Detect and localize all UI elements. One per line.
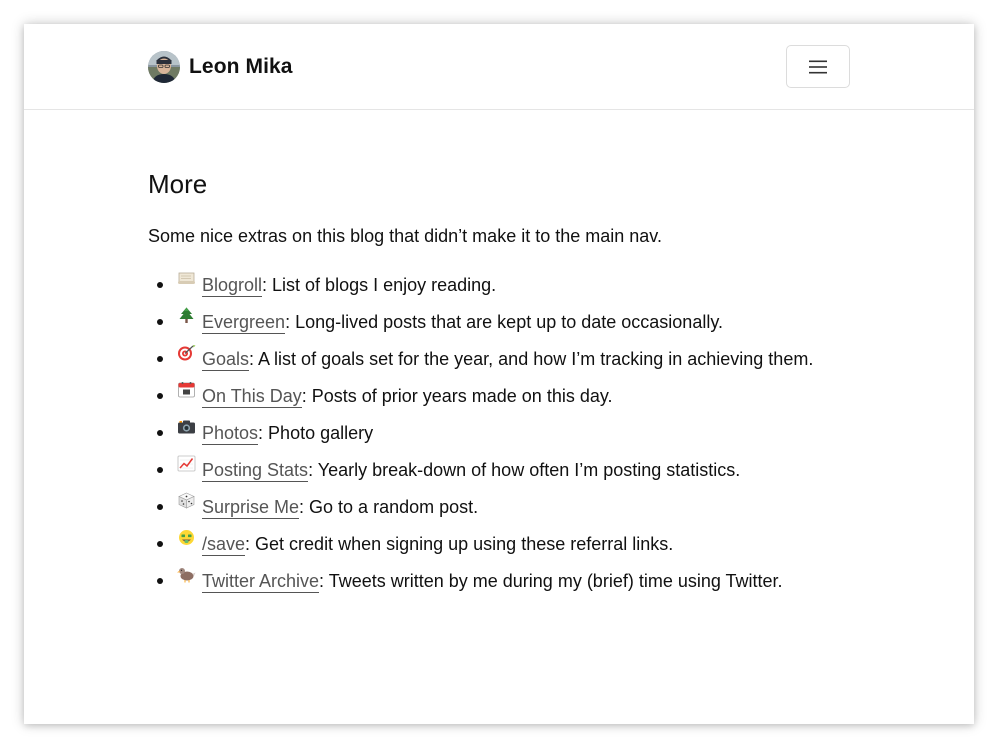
site-header xyxy=(24,24,974,110)
browser-page xyxy=(24,24,974,724)
bullet xyxy=(157,504,163,510)
extras-link-evergreen[interactable]: Evergreen xyxy=(202,312,286,332)
extras-list xyxy=(148,270,868,603)
extras-desc: : Get credit when signing up using these referral links. xyxy=(245,534,674,554)
bullet xyxy=(157,356,163,362)
bullet xyxy=(157,541,163,547)
extras-link-photos[interactable]: Photos xyxy=(202,423,259,443)
extras-link-goals[interactable]: Goals xyxy=(202,349,250,369)
bullet xyxy=(157,578,163,584)
target-icon xyxy=(177,344,196,361)
extras-desc: : Yearly break-down of how often I’m posting statistics. xyxy=(308,460,741,480)
list-item xyxy=(148,381,868,418)
list-item xyxy=(148,270,868,307)
site-brand-link[interactable] xyxy=(148,50,293,84)
dodo-icon xyxy=(177,566,196,583)
extras-desc: : Long-lived posts that are kept up to date occasionally. xyxy=(285,312,723,332)
extras-link-surprise-me[interactable]: Surprise Me xyxy=(202,497,300,517)
bullet xyxy=(157,430,163,436)
chart-increasing-icon xyxy=(177,455,196,472)
scroll-icon xyxy=(177,270,196,287)
list-item xyxy=(148,344,868,381)
extras-link-on-this-day[interactable]: On This Day xyxy=(202,386,302,406)
extras-link-save[interactable]: /save xyxy=(202,534,246,554)
extras-link-twitter-archive[interactable]: Twitter Archive xyxy=(202,571,320,591)
page-title: More xyxy=(148,169,208,199)
list-item xyxy=(148,307,868,344)
list-item xyxy=(148,492,868,529)
extras-link-blogroll[interactable]: Blogroll xyxy=(202,275,263,295)
dice-icon xyxy=(177,492,196,509)
extras-desc: : Tweets written by me during my (brief) time using Twitter. xyxy=(319,571,783,591)
list-item xyxy=(148,529,868,566)
bullet xyxy=(157,319,163,325)
hamburger-icon xyxy=(808,59,828,75)
intro-text: Some nice extras on this blog that didn’t make it to the main nav. xyxy=(148,226,662,246)
extras-link-posting-stats[interactable]: Posting Stats xyxy=(202,460,309,480)
menu-toggle-button[interactable] xyxy=(786,45,850,88)
site-title: Leon Mika xyxy=(189,55,293,78)
extras-desc: : A list of goals set for the year, and how I’m tracking in achieving them. xyxy=(249,349,814,369)
list-item xyxy=(148,455,868,492)
avatar xyxy=(148,51,180,83)
camera-icon xyxy=(177,418,196,435)
bullet xyxy=(157,282,163,288)
list-item xyxy=(148,566,868,603)
money-face-icon xyxy=(177,529,196,546)
extras-desc: : Photo gallery xyxy=(258,423,374,443)
main-content xyxy=(148,164,868,603)
evergreen-tree-icon xyxy=(177,307,196,324)
bullet xyxy=(157,393,163,399)
list-item xyxy=(148,418,868,455)
extras-desc: : Posts of prior years made on this day. xyxy=(301,386,613,406)
bullet xyxy=(157,467,163,473)
extras-desc: : Go to a random post. xyxy=(299,497,479,517)
calendar-icon xyxy=(177,381,196,398)
extras-desc: : List of blogs I enjoy reading. xyxy=(262,275,497,295)
